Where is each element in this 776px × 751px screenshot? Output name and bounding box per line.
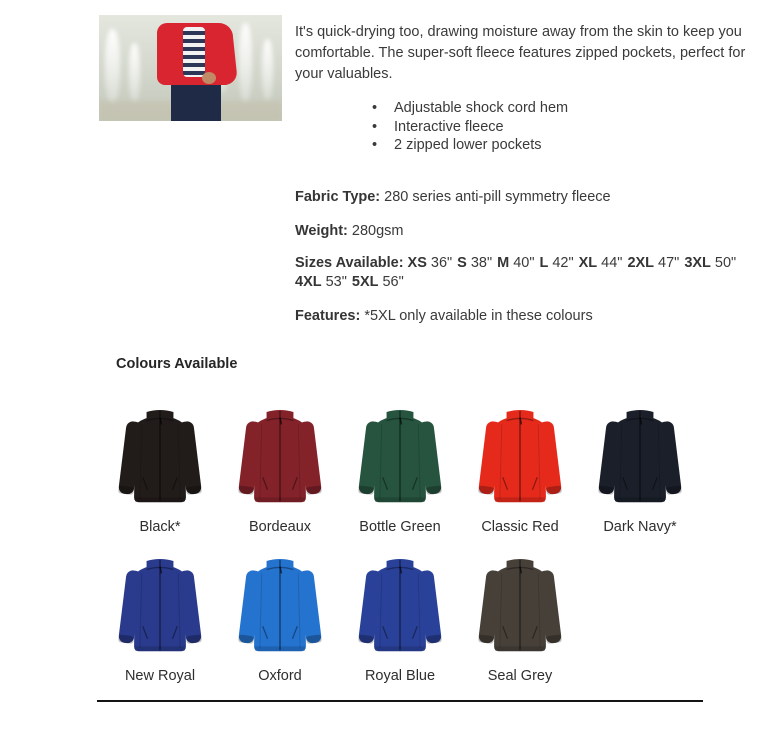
fountain-jet xyxy=(129,43,140,103)
sizes-label: Sizes Available: xyxy=(295,254,404,271)
colours-heading: Colours Available xyxy=(116,356,238,372)
section-divider xyxy=(97,700,703,702)
colour-name: Bottle Green xyxy=(359,519,441,535)
weight-label: Weight: xyxy=(295,222,348,239)
colour-card xyxy=(340,408,460,536)
features-value: *5XL only available in these colours xyxy=(364,307,593,324)
intro-paragraph: It's quick-drying too, drawing moisture away from the skin to keep you comfortable. The super-soft fleece features zipped pockets, perfect for your valuables. xyxy=(295,24,746,82)
fabric-type-value: 280 series anti-pill symmetry fleece xyxy=(384,188,611,205)
colour-card xyxy=(100,557,220,685)
colour-card xyxy=(460,408,580,536)
description-column xyxy=(295,22,763,327)
colour-name: Seal Grey xyxy=(487,668,553,684)
jacket-swatch-image xyxy=(352,408,448,510)
colour-name: Black* xyxy=(139,519,181,535)
jacket-swatch-image xyxy=(232,557,328,659)
feature-item: • Interactive fleece xyxy=(295,118,763,137)
jacket-swatch-image xyxy=(112,557,208,659)
features-label: Features: xyxy=(295,307,361,324)
size-pair: 2XL 47" xyxy=(627,254,680,271)
size-pair: 5XL 56" xyxy=(351,273,404,290)
colour-card xyxy=(340,557,460,685)
colour-name: Dark Navy* xyxy=(603,519,677,535)
size-pair: L 42" xyxy=(539,254,574,271)
jacket-swatch-image xyxy=(472,557,568,659)
weight-line xyxy=(295,221,763,242)
colour-name: Oxford xyxy=(258,668,302,684)
size-pair: S 38" xyxy=(457,254,493,271)
colour-name: Classic Red xyxy=(481,519,559,535)
size-pair: XS 36" xyxy=(407,254,453,271)
size-pair: 4XL 53" xyxy=(295,273,347,290)
jacket-swatch-image xyxy=(112,408,208,510)
feature-item: • 2 zipped lower pockets xyxy=(295,136,763,155)
colour-card xyxy=(220,408,340,536)
model-hand xyxy=(202,72,216,84)
product-photo xyxy=(99,15,282,121)
size-pair: 3XL 50" xyxy=(684,254,737,271)
colour-grid xyxy=(100,408,700,685)
features-line xyxy=(295,306,763,327)
jacket-swatch-image xyxy=(232,408,328,510)
fabric-type-label: Fabric Type: xyxy=(295,188,381,205)
size-pair: XL 44" xyxy=(578,254,623,271)
size-pair: M 40" xyxy=(497,254,535,271)
jacket-swatch-image xyxy=(592,408,688,510)
jacket-swatch-image xyxy=(352,557,448,659)
fountain-jet xyxy=(105,29,120,104)
weight-value: 280gsm xyxy=(351,222,404,239)
colour-name: Royal Blue xyxy=(364,668,436,684)
colour-name: New Royal xyxy=(124,668,196,684)
colour-card xyxy=(100,408,220,536)
colour-card xyxy=(580,408,700,536)
model-striped-shirt xyxy=(183,27,205,77)
feature-item: • Adjustable shock cord hem xyxy=(295,99,763,118)
fountain-jet xyxy=(262,39,273,101)
fountain-jet xyxy=(239,23,252,103)
sizes-line xyxy=(295,254,763,292)
jacket-swatch-image xyxy=(472,408,568,510)
colour-card xyxy=(460,557,580,685)
colour-name: Bordeaux xyxy=(248,519,312,535)
fabric-type-line xyxy=(295,187,763,208)
feature-list xyxy=(295,99,763,155)
colour-card xyxy=(220,557,340,685)
